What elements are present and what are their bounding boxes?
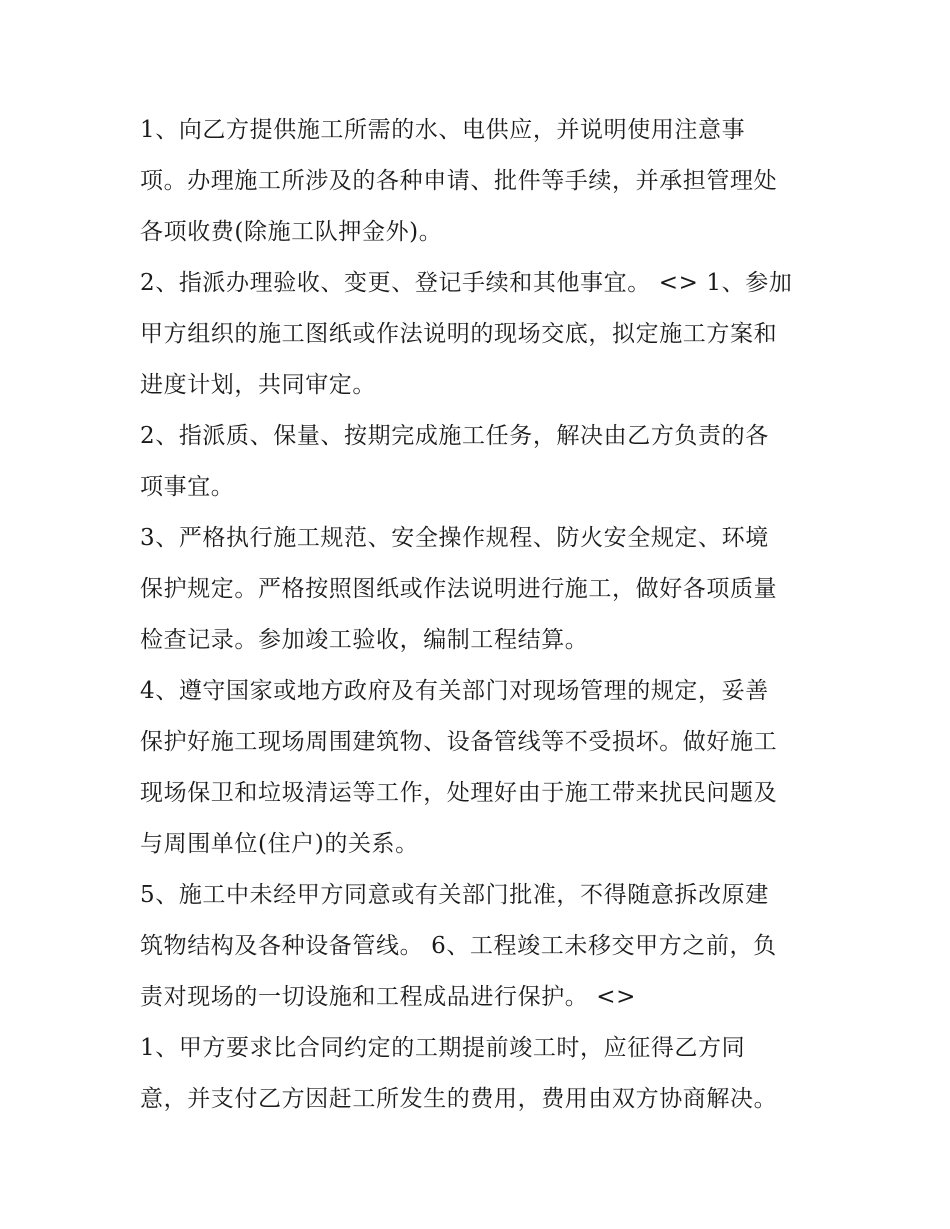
text-line: 进度计划，共同审定。 bbox=[140, 372, 376, 398]
text-line: 项事宜。 bbox=[140, 474, 235, 500]
text-line: 5、施工中未经甲方同意或有关部门批准，不得随意拆改原建 bbox=[140, 882, 769, 908]
text-line: 4、遵守国家或地方政府及有关部门对现场管理的规定，妥善 bbox=[140, 678, 769, 704]
text-line: 责对现场的一切设施和工程成品进行保护。 <> bbox=[140, 984, 637, 1010]
text-line: 甲方组织的施工图纸或作法说明的现场交底，拟定施工方案和 bbox=[140, 321, 778, 347]
text-line: 与周围单位(住户)的关系。 bbox=[140, 831, 419, 857]
text-line: 现场保卫和垃圾清运等工作，处理好由于施工带来扰民问题及 bbox=[140, 780, 778, 806]
text-line: 3、严格执行施工规范、安全操作规程、防火安全规定、环境 bbox=[140, 525, 769, 551]
text-line: 保护规定。严格按照图纸或作法说明进行施工，做好各项质量 bbox=[140, 576, 778, 602]
text-line: 意，并支付乙方因赶工所发生的费用，费用由双方协商解决。 bbox=[140, 1086, 778, 1112]
text-line: 保护好施工现场周围建筑物、设备管线等不受损坏。做好施工 bbox=[140, 729, 778, 755]
text-line: 2、指派质、保量、按期完成施工任务，解决由乙方负责的各 bbox=[140, 423, 769, 449]
text-line: 检查记录。参加竣工验收，编制工程结算。 bbox=[140, 627, 589, 653]
text-line: 各项收费(除施工队押金外)。 bbox=[140, 219, 443, 245]
text-line: 1、甲方要求比合同约定的工期提前竣工时，应征得乙方同 bbox=[140, 1035, 746, 1061]
text-line: 2、指派办理验收、变更、登记手续和其他事宜。 <> 1、参加 bbox=[140, 270, 793, 296]
text-line: 筑物结构及各种设备管线。 6、工程竣工未移交甲方之前，负 bbox=[140, 933, 777, 959]
text-line: 项。办理施工所涉及的各种申请、批件等手续，并承担管理处 bbox=[140, 168, 778, 194]
text-line: 1、向乙方提供施工所需的水、电供应，并说明使用注意事 bbox=[140, 117, 746, 143]
